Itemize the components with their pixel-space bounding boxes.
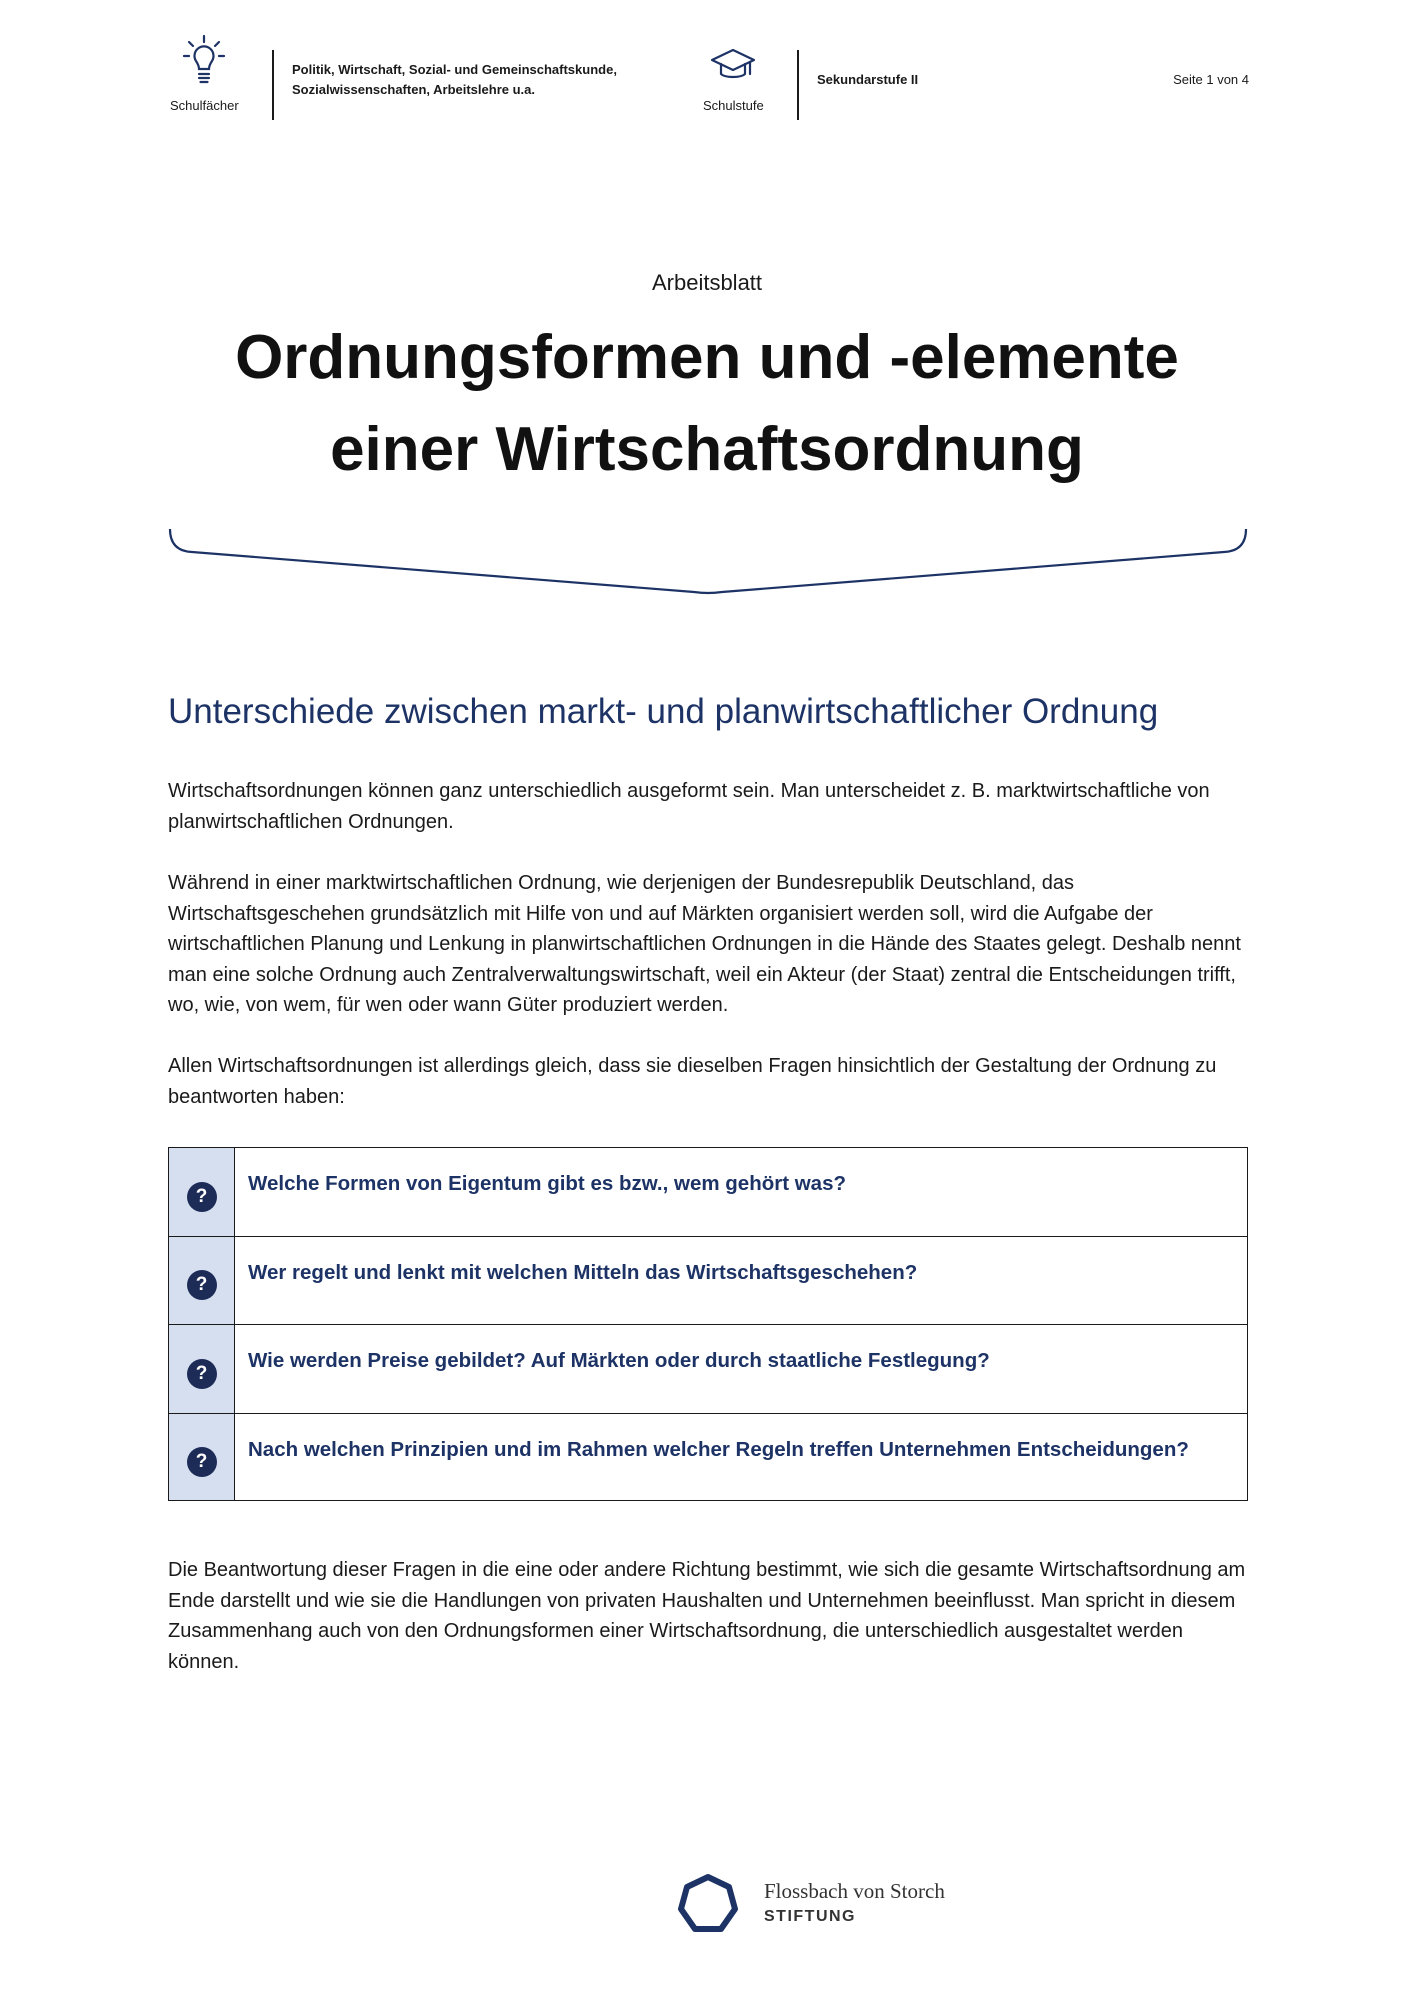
title-line-2: einer Wirtschaftsordnung [330, 415, 1084, 484]
header-divider [797, 50, 799, 120]
subjects-block [170, 32, 239, 113]
question-text: Welche Formen von Eigentum gibt es bzw., wem gehört was? [248, 1172, 847, 1195]
organization-subtitle: STIFTUNG [764, 1908, 856, 1925]
page-title [0, 312, 1414, 496]
header-divider [272, 50, 274, 120]
conclusion-paragraph: Die Beantwortung dieser Fragen in die eine oder andere Richtung bestimmt, wie sich die gesamte Wirtschaftsordnung am Ende darstellt und wie sie die Handlungen von privaten Haushalten und Unternehmen beeinflusst. Man spricht in diesem Zusammenhang auch von den Ordnungsformen einer Wirtschaftsordnung, die unterschiedlich ausgestaltet werden können. [168, 1559, 1246, 1673]
questions-table [168, 1147, 1248, 1501]
title-line-1: Ordnungsformen und -elemente [235, 323, 1179, 392]
subjects-label: Schulfächer [170, 98, 239, 113]
question-row [169, 1237, 1247, 1326]
question-row [169, 1325, 1247, 1414]
level-label: Schulstufe [703, 98, 764, 113]
logo-text [764, 1879, 945, 1929]
question-text: Wie werden Preise gebildet? Auf Märkten oder durch staatliche Festlegung? [248, 1349, 990, 1372]
question-row [169, 1414, 1247, 1500]
subjects-text [292, 60, 617, 100]
foundation-logo [676, 1872, 945, 1936]
question-icon-cell [169, 1237, 235, 1325]
section-heading: Unterschiede zwischen markt- und planwirtschaftlicher Ordnung [168, 692, 1159, 731]
question-text: Nach welchen Prinzipien und im Rahmen welcher Regeln treffen Unternehmen Entscheidungen? [248, 1437, 1189, 1461]
level-value: Sekundarstufe II [817, 72, 919, 87]
question-icon-cell [169, 1414, 235, 1500]
page-indicator: Seite 1 von 4 [1173, 72, 1249, 87]
questions-intro-paragraph: Allen Wirtschaftsordnungen ist allerdings gleich, dass sie dieselben Fragen hinsichtlich der Gestaltung der Ordnung zu beantworten haben: [168, 1055, 1217, 1108]
question-text: Wer regelt und lenkt mit welchen Mitteln das Wirtschaftsgeschehen? [248, 1260, 918, 1284]
organization-name: Flossbach von Storch [764, 1879, 945, 1903]
subjects-line-1: Politik, Wirtschaft, Sozial- und Gemeinschaftskunde, [292, 62, 617, 77]
question-icon-cell [169, 1148, 235, 1236]
title-underline-brace [168, 525, 1248, 595]
lightbulb-icon [180, 32, 228, 94]
question-mark-icon: ? [187, 1270, 217, 1300]
question-row [169, 1148, 1247, 1237]
heptagon-logo-icon [676, 1872, 740, 1936]
level-block [703, 32, 764, 113]
question-mark-icon: ? [187, 1182, 217, 1212]
intro-paragraph: Wirtschaftsordnungen können ganz unterschiedlich ausgeformt sein. Man unterscheidet z. B. marktwirtschaftliche von planwirtschaftlichen Ordnungen. [168, 780, 1210, 833]
graduation-cap-icon [709, 32, 757, 94]
question-icon-cell [169, 1325, 235, 1413]
subjects-line-2: Sozialwissenschaften, Arbeitslehre u.a. [292, 82, 535, 97]
comparison-paragraph: Während in einer marktwirtschaftlichen Ordnung, wie derjenigen der Bundesrepublik Deutschland, das Wirtschaftsgeschehen grundsätzlich mit Hilfe von und auf Märkten organisiert werden soll, wird die Aufgabe der wirtschaftlichen Planung und Lenkung in planwirtschaftlichen Ordnungen in die Hände des Staates gelegt. Deshalb nennt man eine solche Ordnung auch Zentralverwaltungswirtschaft, weil ein Akteur (der Staat) zentral die Entscheidungen trifft, wo, wie, von wem, für wen oder wann Güter produziert werden. [168, 872, 1241, 1016]
question-mark-icon: ? [187, 1447, 217, 1477]
question-mark-icon: ? [187, 1359, 217, 1389]
document-type: Arbeitsblatt [651, 270, 763, 295]
